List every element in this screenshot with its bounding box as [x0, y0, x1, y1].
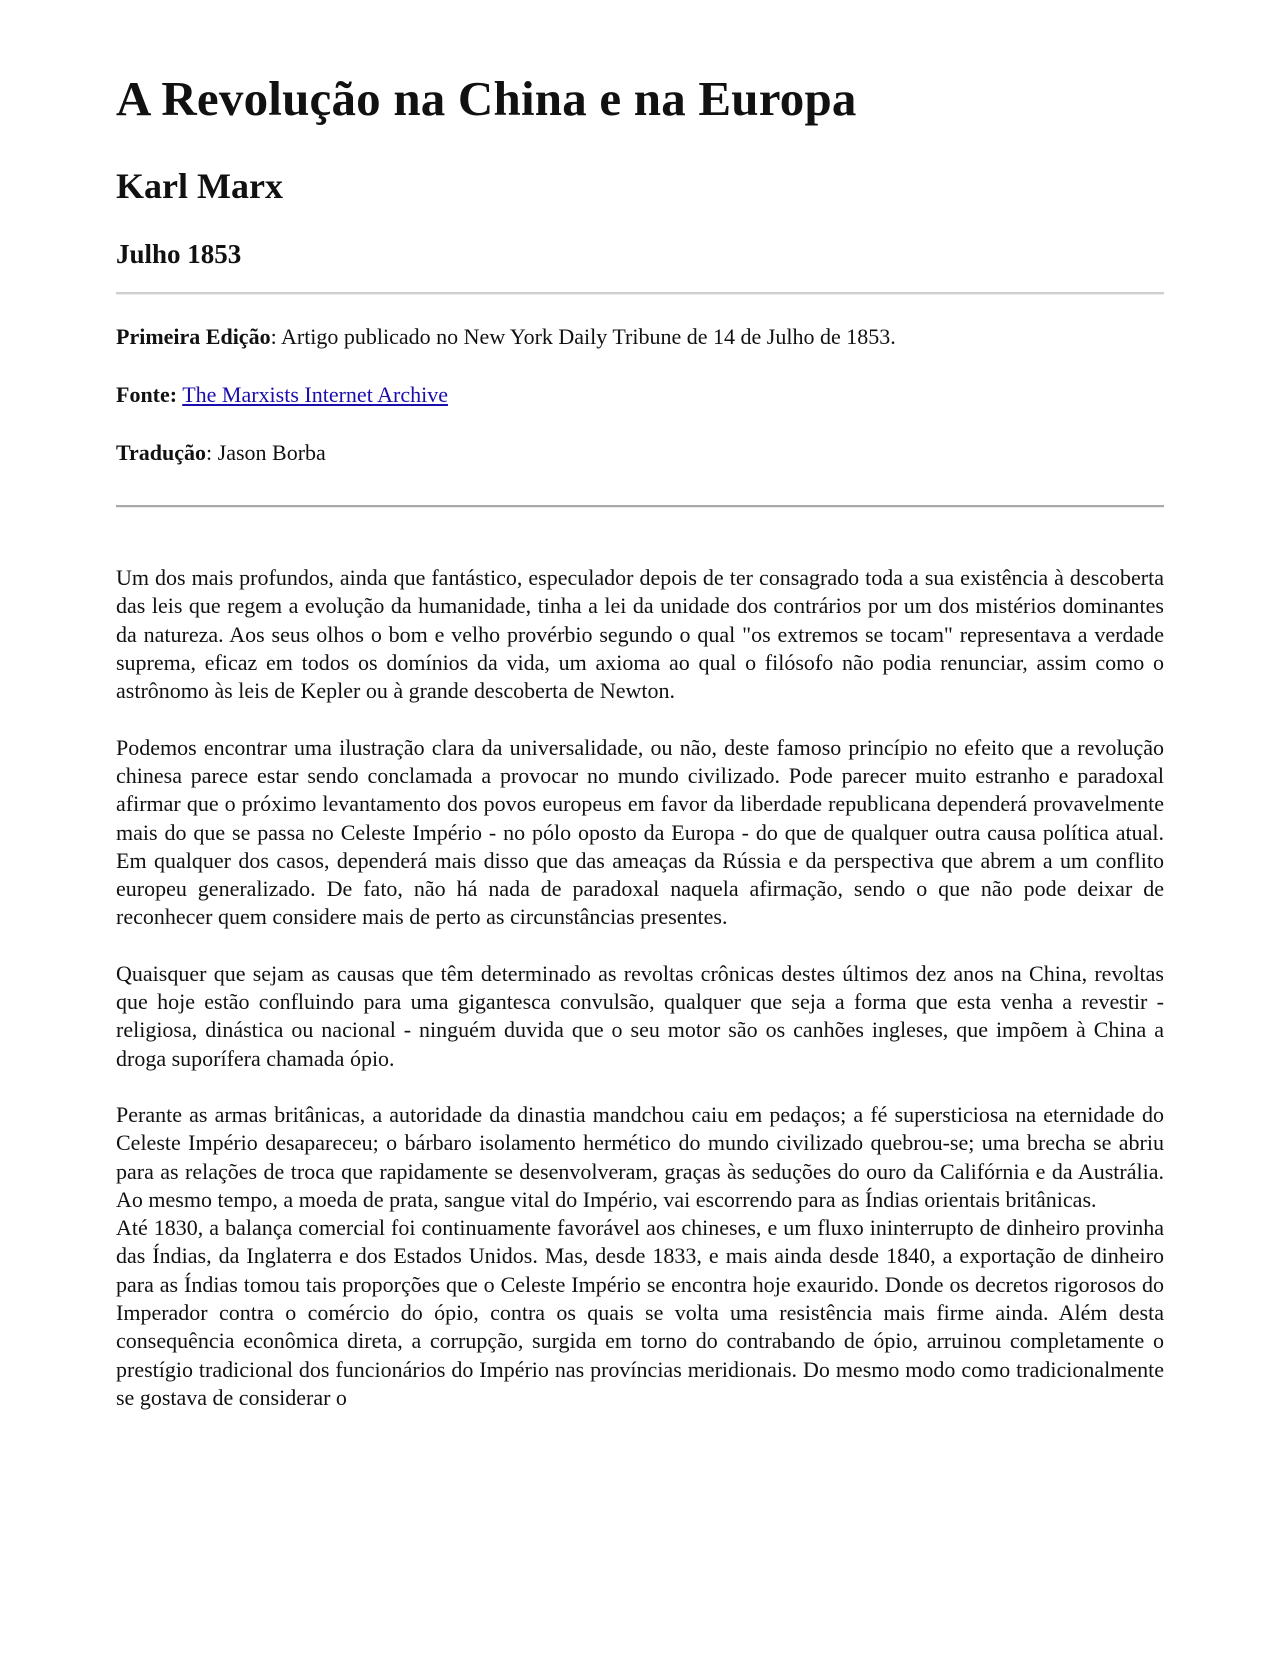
source-line [116, 381, 1164, 410]
paragraph: Até 1830, a balança comercial foi continuamente favorável aos chineses, e um fluxo ininterrupto de dinheiro provinha das Índias, da Inglaterra e dos Estados Unidos. Mas, desde 1833, e mais ainda desde 1840, a exportação de dinheiro para as Índias tomou tais proporções que o Celeste Império se encontra hoje exaurido. Donde os decretos rigorosos do Imperador contra o comércio do ópio, contra os quais se volta uma resistência mais firme ainda. Além desta consequência econômica direta, a corrupção, surgida em torno do contrabando de ópio, arruinou completamente o prestígio tradicional dos funcionários do Império nas províncias meridionais. Do mesmo modo como tradicionalmente se gostava de considerar o [116, 1215, 1164, 1410]
first-edition-label: Primeira Edição [116, 324, 271, 350]
source-link[interactable]: The Marxists Internet Archive [182, 381, 448, 407]
source-label: Fonte: [116, 381, 178, 407]
translation-label: Tradução [116, 439, 207, 465]
paragraph: Quaisquer que sejam as causas que têm determinado as revoltas crônicas destes últimos dez anos na China, revoltas que hoje estão confluindo para uma gigantesca convulsão, qualquer que seja a forma que esta venha a revestir - religiosa, dinástica ou nacional - ninguém duvida que o seu motor são os canhões ingleses, que impõem à China a droga suporífera chamada ópio. [116, 960, 1164, 1071]
document-title: A Revolução na China e na Europa [116, 71, 857, 126]
translation-line [116, 439, 1164, 468]
paragraph: Podemos encontrar uma ilustração clara da universalidade, ou não, deste famoso princípio no efeito que a revolução chinesa parece estar sendo conclamada a provocar no mundo civilizado. Pode parecer muito estranho e paradoxal afirmar que o próximo levantamento dos povos europeus em favor da liberdade republicana dependerá provavelmente mais do que se passa no Celeste Império - no pólo oposto da Europa - do que de qualquer outra causa política atual. Em qualquer dos casos, dependerá mais disso que das ameaças da Rússia e da perspectiva que abrem a um conflito europeu generalizado. De fato, não há nada de paradoxal naquela afirmação, sendo o que não pode deixar de reconhecer quem considere mais de perto as circunstâncias presentes. [116, 734, 1164, 930]
paragraph: Perante as armas britânicas, a autoridade da dinastia mandchou caiu em pedaços; a fé supersticiosa na eternidade do Celeste Império desapareceu; o bárbaro isolamento hermético do mundo civilizado quebrou-se; uma brecha se abriu para as relações de troca que rapidamente se desenvolveram, graças às seduções do ouro da Califórnia e da Austrália. Ao mesmo tempo, a moeda de prata, sangue vital do Império, vai escorrendo para as Índias orientais britânicas. [116, 1101, 1164, 1212]
bottom-divider [116, 505, 1164, 508]
top-divider [116, 292, 1164, 295]
metadata-block [116, 323, 1164, 467]
translation-value: : Jason Borba [206, 439, 326, 465]
first-edition-line [116, 323, 1164, 352]
publication-date: Julho 1853 [116, 238, 242, 269]
paragraph: Um dos mais profundos, ainda que fantástico, especulador depois de ter consagrado toda a sua existência à descoberta das leis que regem a evolução da humanidade, tinha a lei da unidade dos contrários por um dos mistérios dominantes da natureza. Aos seus olhos o bom e velho provérbio segundo o qual "os extremos se tocam" representava a verdade suprema, eficaz em todos os domínios da vida, um axioma ao qual o filósofo não podia renunciar, assim como o astrônomo às leis de Kepler ou à grande descoberta de Newton. [116, 565, 1164, 704]
first-edition-value: : Artigo publicado no New York Daily Tribune de 14 de Julho de 1853. [270, 324, 896, 350]
article-body [116, 564, 1164, 1412]
author-name: Karl Marx [116, 165, 283, 206]
